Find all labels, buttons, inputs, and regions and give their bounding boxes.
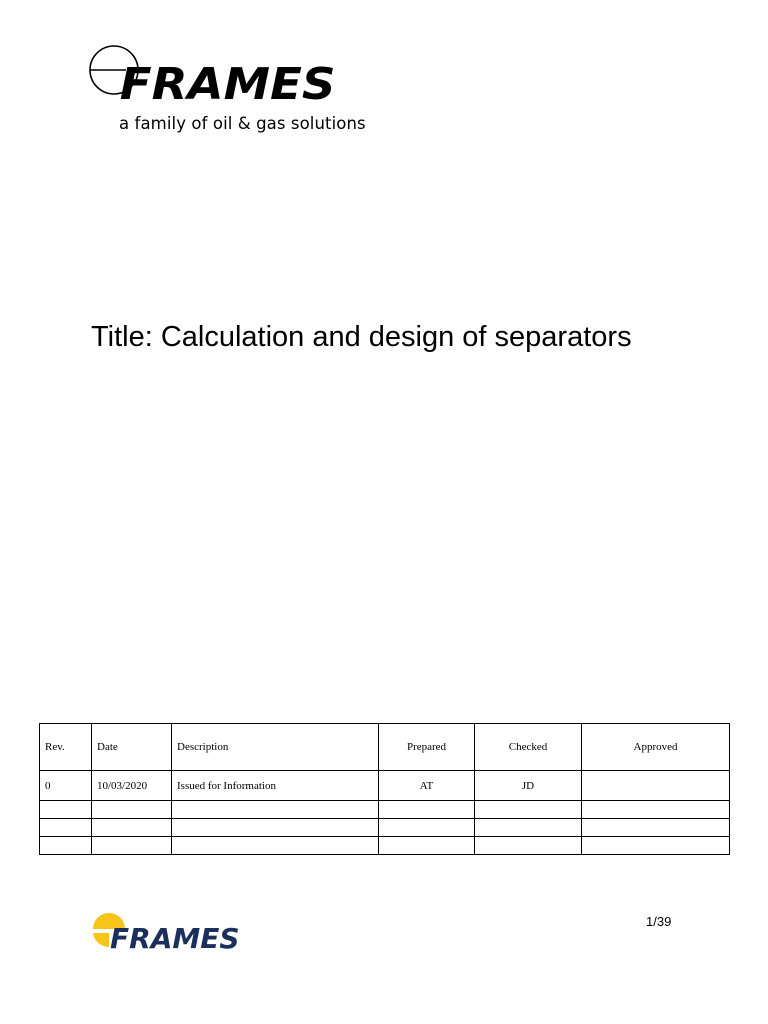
frames-logo-header <box>88 42 348 104</box>
page-number: 1/39 <box>646 914 672 929</box>
svg-text:FRAMES: FRAMES <box>119 58 336 104</box>
cell-description <box>172 837 379 855</box>
cell-checked <box>475 837 582 855</box>
logo-tagline: a family of oil & gas solutions <box>119 114 366 133</box>
cell-approved <box>582 801 730 819</box>
header-approved: Approved <box>582 724 730 771</box>
cell-rev: 0 <box>40 771 92 801</box>
cell-description <box>172 819 379 837</box>
table-row <box>40 819 730 837</box>
svg-text:FRAMES: FRAMES <box>110 922 240 951</box>
cell-description <box>172 801 379 819</box>
cell-prepared <box>379 837 475 855</box>
cell-approved <box>582 771 730 801</box>
header-description: Description <box>172 724 379 771</box>
revision-table-header <box>40 724 730 771</box>
header-prepared: Prepared <box>379 724 475 771</box>
cell-approved <box>582 819 730 837</box>
document-title: Title: Calculation and design of separators <box>91 321 632 353</box>
revision-table <box>39 723 730 855</box>
cell-prepared: AT <box>379 771 475 801</box>
header-date: Date <box>92 724 172 771</box>
header-checked: Checked <box>475 724 582 771</box>
cell-description: Issued for Information <box>172 771 379 801</box>
cell-checked: JD <box>475 771 582 801</box>
cell-prepared <box>379 801 475 819</box>
header-rev: Rev. <box>40 724 92 771</box>
table-row <box>40 837 730 855</box>
cell-approved <box>582 837 730 855</box>
logo-sun-lower-icon <box>93 933 109 947</box>
cell-date <box>92 801 172 819</box>
cell-date <box>92 819 172 837</box>
cell-date: 10/03/2020 <box>92 771 172 801</box>
cell-checked <box>475 801 582 819</box>
cell-rev <box>40 837 92 855</box>
frames-logo-footer <box>90 911 260 951</box>
table-row <box>40 801 730 819</box>
cell-rev <box>40 801 92 819</box>
cell-rev <box>40 819 92 837</box>
cell-date <box>92 837 172 855</box>
cell-prepared <box>379 819 475 837</box>
cell-checked <box>475 819 582 837</box>
table-row <box>40 771 730 801</box>
